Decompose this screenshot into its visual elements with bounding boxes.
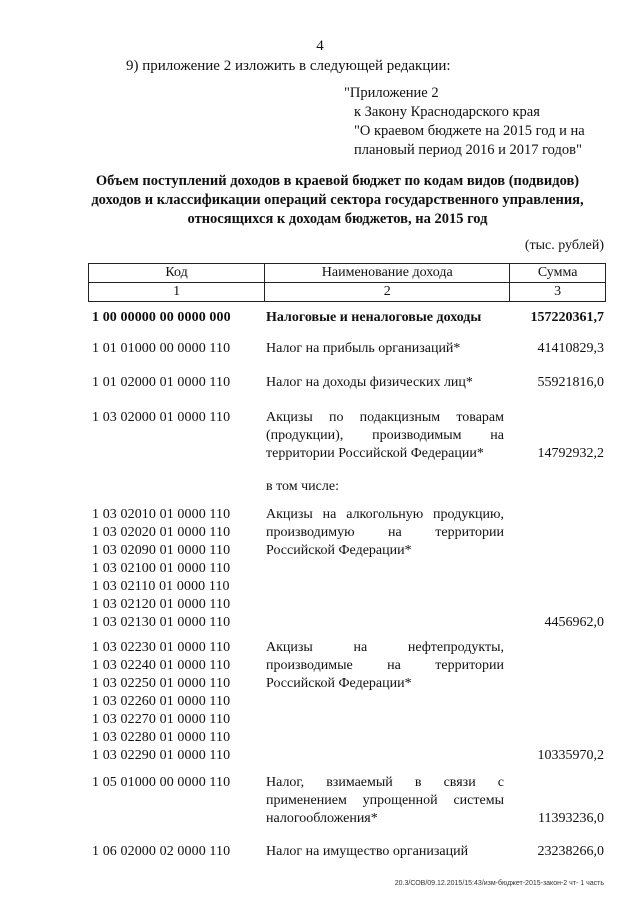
- intro-text: 9) приложение 2 изложить в следующей редакции:: [126, 58, 451, 74]
- row-name: Налоговые и неналоговые доходы: [266, 310, 482, 325]
- row-code: 1 03 02120 01 0000 110: [92, 597, 231, 612]
- row-code: 1 03 02250 01 0000 110: [92, 676, 231, 691]
- row-code: 1 03 02000 01 0000 110: [92, 410, 231, 425]
- header-number-1: 1: [89, 283, 265, 302]
- title-line: доходов и классификации операций сектора государственного управления,: [91, 192, 584, 208]
- row-code: 1 01 02000 01 0000 110: [92, 375, 231, 390]
- page-number: 4: [316, 38, 324, 54]
- row-name: Акцизы на алкогольную продукцию, производимую на территории Российской Федерации*: [266, 507, 504, 558]
- row-code: 1 03 02110 01 0000 110: [92, 579, 230, 594]
- footer-filename: 20.3/СОВ/09.12.2015/15:43/изм-бюджет-2015-закон-2 чт- 1 часть: [394, 880, 604, 887]
- row-code: 1 03 02290 01 0000 110: [92, 748, 231, 763]
- row-name: Налог на доходы физических лиц*: [266, 375, 473, 390]
- units-label: (тыс. рублей): [524, 238, 604, 253]
- row-code: 1 00 00000 00 0000 000: [92, 310, 231, 325]
- row-codes: [92, 309, 260, 327]
- appendix-ref-line: плановый период 2016 и 2017 годов": [354, 142, 582, 158]
- document-title: [60, 172, 615, 229]
- row-amount: 23238266,0: [537, 844, 604, 859]
- row-code: 1 03 02280 01 0000 110: [92, 730, 231, 745]
- row-code: 1 03 02020 01 0000 110: [92, 525, 231, 540]
- row-codes: [92, 639, 260, 765]
- header-code: Код: [89, 264, 265, 283]
- row-amount: 4456962,0: [544, 615, 604, 630]
- row-name: Налог на прибыль организаций*: [266, 341, 461, 356]
- row-code: 1 01 01000 00 0000 110: [92, 341, 231, 356]
- row-codes: [92, 340, 260, 358]
- row-amount: 11393236,0: [538, 811, 604, 826]
- row-codes: [92, 409, 260, 427]
- title-line: относящихся к доходам бюджетов, на 2015 год: [187, 211, 488, 227]
- row-code: 1 03 02230 01 0000 110: [92, 640, 231, 655]
- row-codes: [92, 374, 260, 392]
- row-name: в том числе:: [266, 479, 339, 494]
- row-name: Акцизы на нефтепродукты, производимые на территории Российской Федерации*: [266, 640, 504, 691]
- row-code: 1 05 01000 00 0000 110: [92, 775, 231, 790]
- row-code: 1 03 02100 01 0000 110: [92, 561, 231, 576]
- row-amount: 41410829,3: [537, 341, 604, 356]
- row-code: 1 03 02090 01 0000 110: [92, 543, 231, 558]
- header-amount: Сумма: [510, 264, 606, 283]
- table-header: [88, 263, 606, 302]
- row-amount: 10335970,2: [537, 748, 604, 763]
- row-code: 1 03 02240 01 0000 110: [92, 658, 231, 673]
- row-amount: 55921816,0: [537, 375, 604, 390]
- row-code: 1 03 02270 01 0000 110: [92, 712, 231, 727]
- header-number-2: 2: [265, 283, 510, 302]
- row-codes: [92, 506, 260, 632]
- row-code: 1 03 02260 01 0000 110: [92, 694, 231, 709]
- row-amount: 157220361,7: [530, 310, 604, 325]
- row-name: Акцизы по подакцизным товарам (продукции), производимым на территории Российской Федерации*: [266, 410, 504, 461]
- row-code: 1 03 02130 01 0000 110: [92, 615, 231, 630]
- row-name: Налог на имущество организаций: [266, 844, 469, 859]
- header-name: Наименование дохода: [265, 264, 510, 283]
- row-code: 1 03 02010 01 0000 110: [92, 507, 231, 522]
- appendix-ref-line: "Приложение 2: [344, 85, 439, 101]
- title-line: Объем поступлений доходов в краевой бюджет по кодам видов (подвидов): [95, 173, 580, 189]
- row-name: Налог, взимаемый в связи с применением упрощенной системы налогообложения*: [266, 775, 504, 826]
- appendix-ref-line: к Закону Краснодарского края: [354, 104, 540, 120]
- row-codes: [92, 774, 260, 792]
- row-code: 1 06 02000 02 0000 110: [92, 844, 231, 859]
- appendix-reference: [344, 84, 585, 160]
- header-number-3: 3: [510, 283, 606, 302]
- row-codes: [92, 843, 260, 861]
- appendix-ref-line: "О краевом бюджете на 2015 год и на: [354, 123, 585, 139]
- row-amount: 14792932,2: [537, 446, 604, 461]
